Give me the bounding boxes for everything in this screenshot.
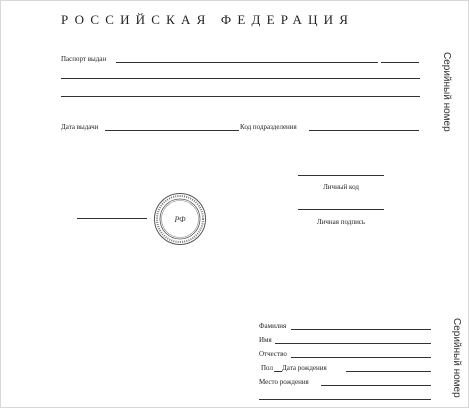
surname-field[interactable]: [291, 329, 431, 330]
serial-number-upper: Серийный номер: [441, 52, 452, 132]
birth-place-field[interactable]: [321, 385, 431, 386]
seal-stamp: [153, 192, 207, 246]
birth-date-label: Дата рождения: [282, 364, 327, 372]
personal-code-label: Личный код: [323, 183, 359, 191]
official-signature-line[interactable]: [77, 218, 147, 219]
issue-date-field[interactable]: [105, 130, 239, 131]
issued-by-label: Паспорт выдан: [61, 55, 107, 63]
seal-text: РФ: [174, 215, 186, 224]
personal-signature-label: Личная подпись: [316, 218, 366, 226]
serial-number-lower: Серийный номер: [451, 318, 462, 398]
issue-date-label: Дата выдачи: [61, 123, 99, 131]
issued-by-line-2[interactable]: [61, 78, 420, 79]
issued-by-field[interactable]: [116, 62, 378, 63]
division-code-field[interactable]: [309, 130, 419, 131]
sex-field[interactable]: [274, 371, 282, 372]
document-title: РОССИЙСКАЯ ФЕДЕРАЦИЯ: [61, 12, 355, 27]
name-field[interactable]: [275, 343, 431, 344]
personal-code-line[interactable]: [298, 175, 384, 176]
personal-signature-line[interactable]: [298, 209, 384, 210]
birth-date-field[interactable]: [346, 371, 431, 372]
sex-label: Пол: [261, 364, 273, 372]
birth-place-line-2[interactable]: [259, 399, 431, 400]
surname-label: Фамилия: [259, 322, 287, 330]
patronymic-field[interactable]: [291, 357, 431, 358]
name-label: Имя: [259, 336, 272, 344]
issued-by-line-3[interactable]: [61, 96, 420, 97]
issued-by-field-extra[interactable]: [381, 62, 419, 63]
division-code-label: Код подразделения: [240, 123, 297, 131]
birth-place-label: Место рождения: [259, 378, 309, 386]
patronymic-label: Отчество: [259, 350, 287, 358]
